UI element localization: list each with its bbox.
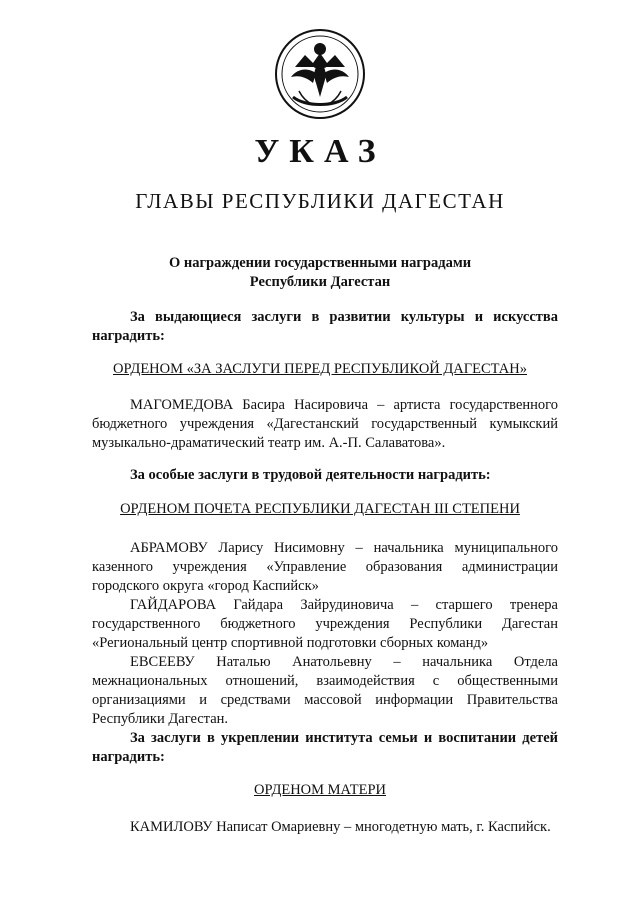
section-1-awardee-1: МАГОМЕДОВА Басира Насировича – артиста государственного бюджетного учреждения «Дагестанский государственный кумыкский музыкально-драматический театр им. А.-П. Салаватова».: [92, 397, 558, 451]
section-2-awardees: [92, 539, 558, 729]
section-2-awardee-2: ГАЙДАРОВА Гайдара Зайрудиновича – старшего тренера государственного бюджетного учреждения Республики Дагестан «Региональный центр спортивной подготовки сборных команд»: [92, 597, 558, 651]
section-2-awardee-1: АБРАМОВУ Ларису Нисимовну – начальника муниципального казенного учреждения «Управление образования администрации городского округа «город Каспийск»: [92, 540, 558, 594]
document-subtitle: ГЛАВЫ РЕСПУБЛИКИ ДАГЕСТАН: [135, 189, 505, 213]
section-1-intro: За выдающиеся заслуги в развитии культуры и искусства наградить:: [92, 309, 558, 344]
section-3-awardee-1: КАМИЛОВУ Написат Омариевну – многодетную мать, г. Каспийск.: [130, 819, 551, 835]
section-3-intro: За заслуги в укреплении института семьи и воспитании детей наградить:: [92, 730, 558, 765]
section-2-intro: За особые заслуги в трудовой деятельности наградить:: [130, 467, 491, 483]
section-1-order: ОРДЕНОМ «ЗА ЗАСЛУГИ ПЕРЕД РЕСПУБЛИКОЙ ДАГЕСТАН»: [112, 361, 527, 377]
section-2-order: ОРДЕНОМ ПОЧЕТА РЕСПУБЛИКИ ДАГЕСТАН III СТЕПЕНИ: [120, 501, 520, 517]
decree-heading-line-2: Республики Дагестан: [249, 274, 391, 290]
document-title: УКАЗ: [254, 133, 386, 170]
section-2-awardee-3: ЕВСЕЕВУ Наталью Анатольевну – начальника Отдела межнациональных отношений, взаимодействия с общественными организациями и средствами массовой информации Правительства Республики Дагестан.: [92, 654, 558, 727]
section-3-order: ОРДЕНОМ МАТЕРИ: [254, 782, 386, 798]
decree-heading-line-1: О награждении государственными наградами: [168, 255, 472, 271]
coat-of-arms-icon: [273, 27, 367, 121]
decree-heading: [0, 254, 640, 292]
